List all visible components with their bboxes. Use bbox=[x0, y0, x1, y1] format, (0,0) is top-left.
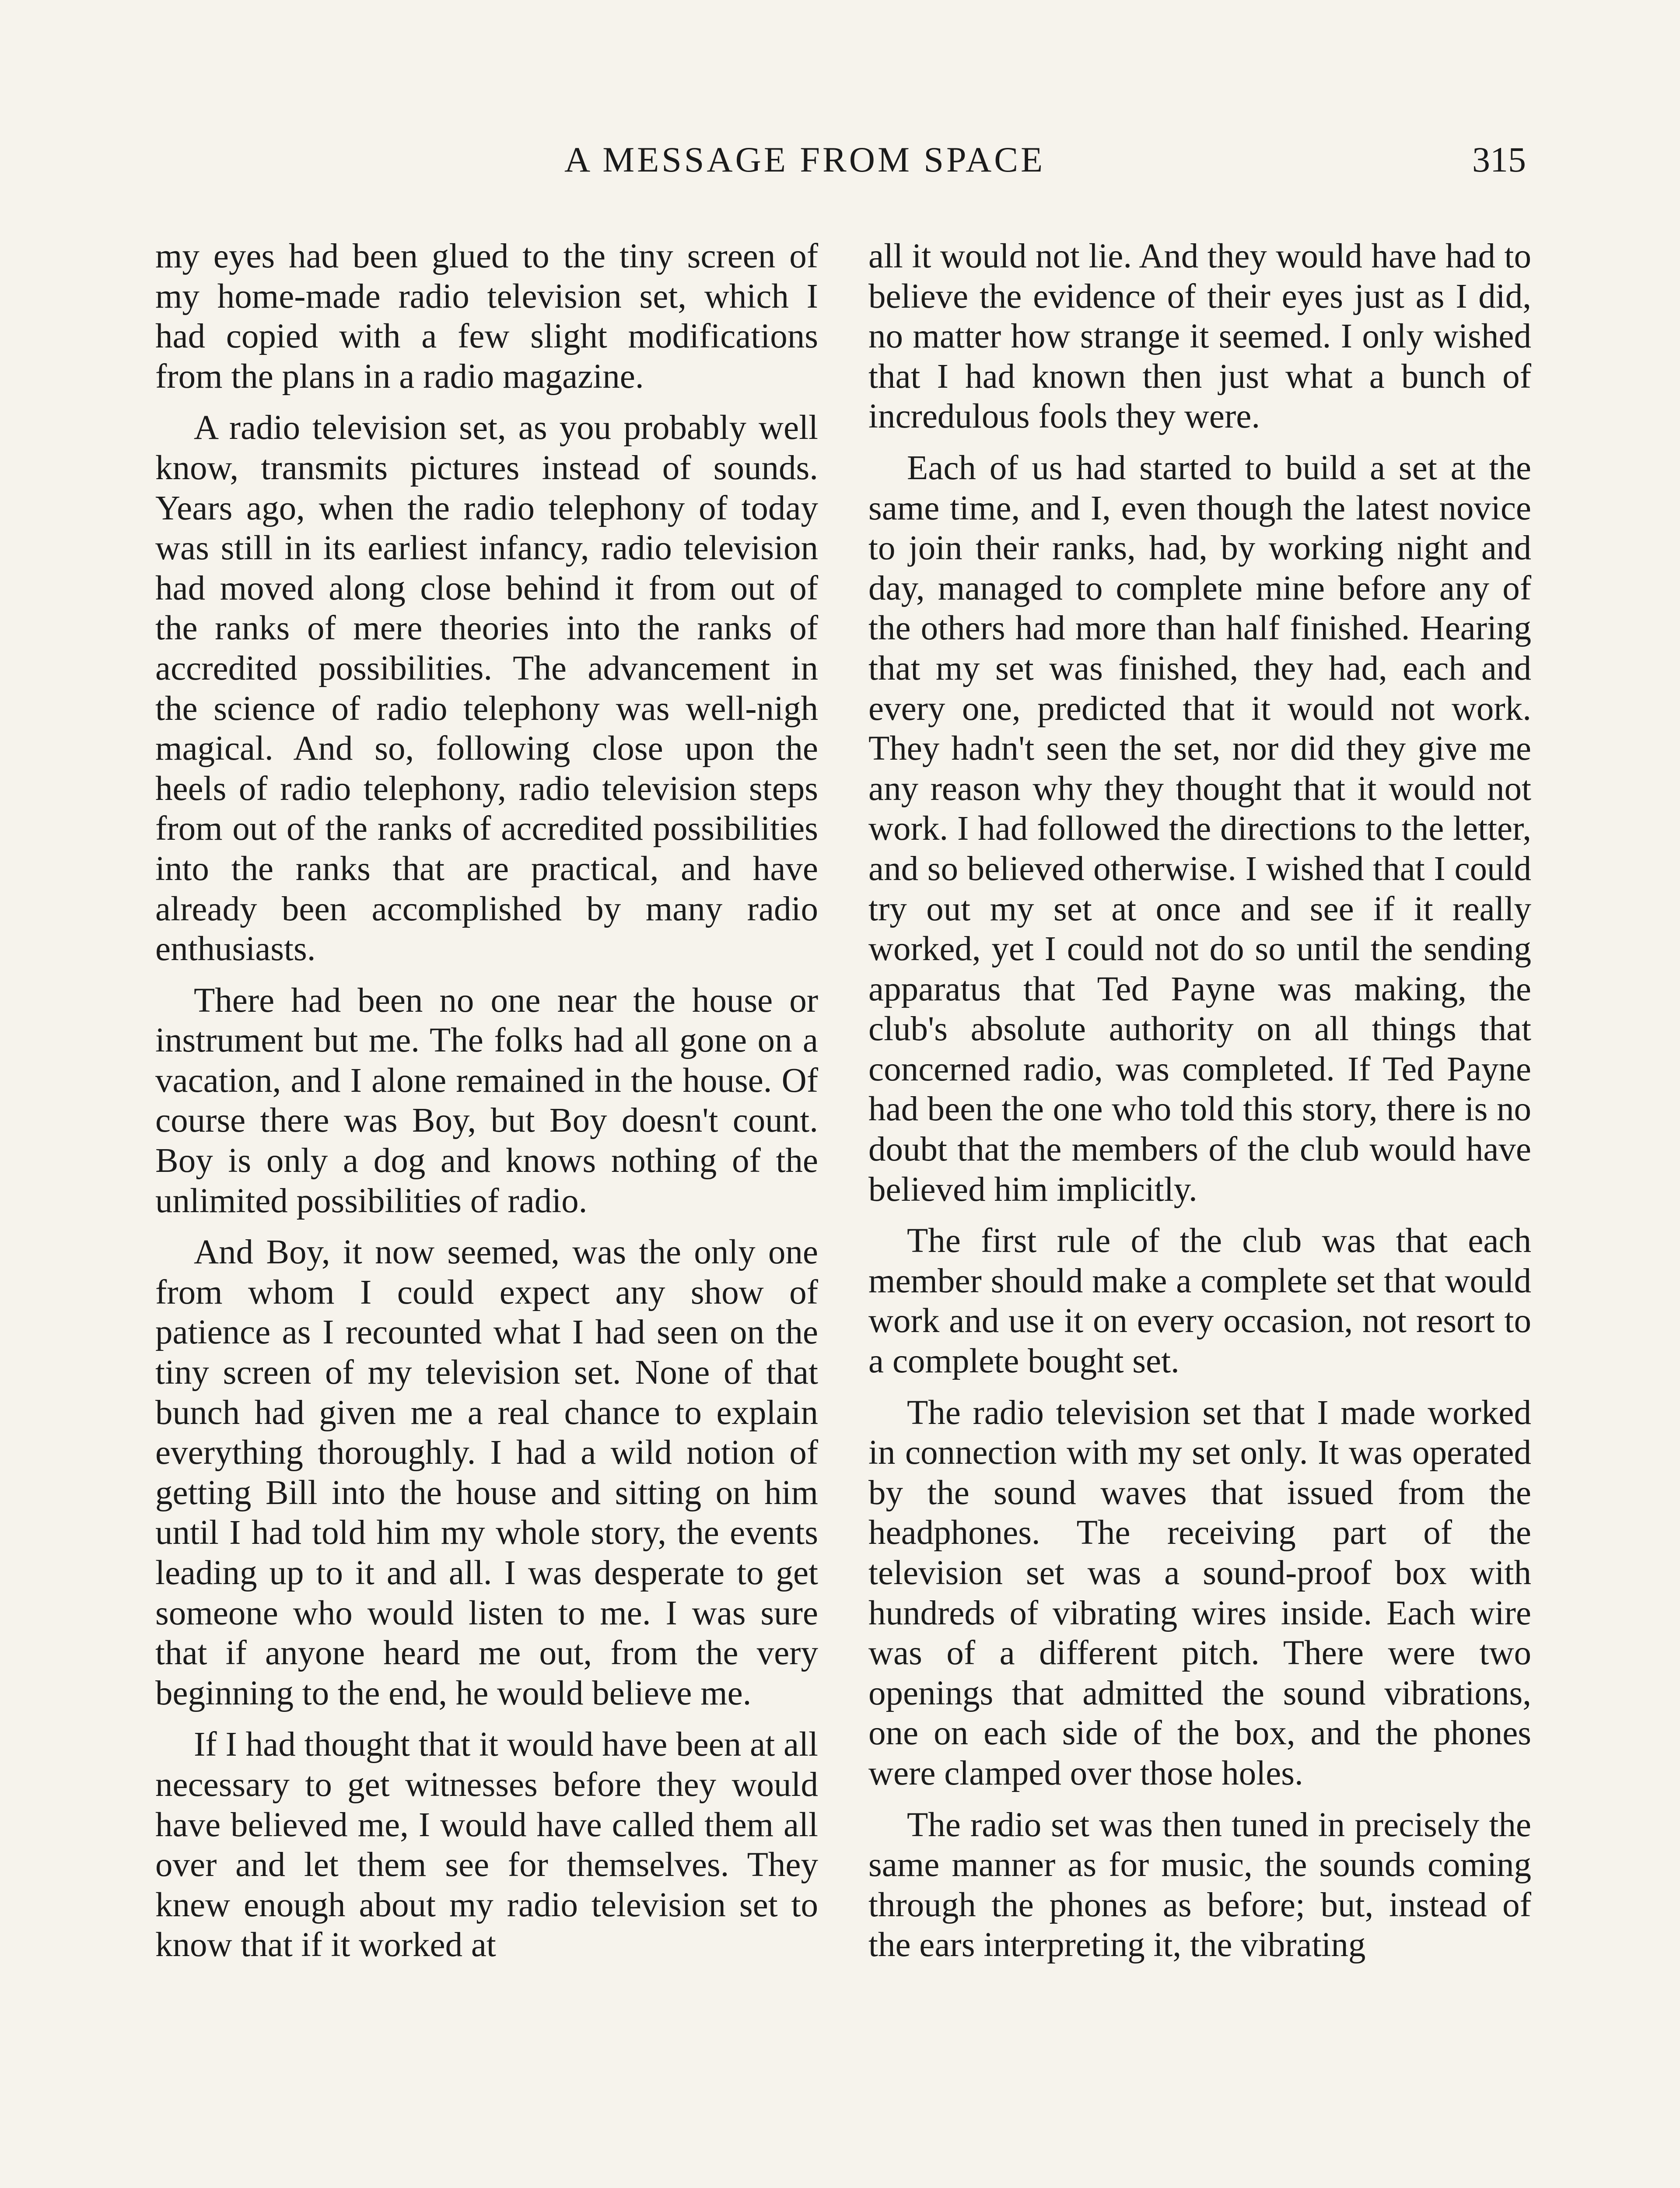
paragraph: Each of us had started to build a set at the same time, and I, even though the latest novice to join their ranks, had, by working night and day, managed to complete mine before any of the others had more than half finished. Hearing that my set was finished, they had, each and every one, predicted that it would not work. They hadn't seen the set, nor did they give me any reason why they thought that it would not work. I had followed the directions to the letter, and so believed otherwise. I wished that I could try out my set at once and see if it really worked, yet I could not do so until the sending apparatus that Ted Payne was making, the club's absolute authority on all things that concerned radio, was completed. If Ted Payne had been the one who told this story, there is no doubt that the members of the club would have believed him implicitly. bbox=[868, 449, 1531, 1209]
left-text-column bbox=[155, 236, 818, 1977]
paragraph: The radio set was then tuned in precisely the same manner as for music, the sounds coming through the phones as before; but, instead of the ears interpreting it, the vibrating bbox=[868, 1806, 1531, 1964]
paragraph: The radio television set that I made worked in connection with my set only. It was operated by the sound waves that issued from the headphones. The receiving part of the television set was a sound-proof box with hundreds of vibrating wires inside. Each wire was of a different pitch. There were two openings that admitted the sound vibrations, one on each side of the box, and the phones were clamped over those holes. bbox=[868, 1393, 1531, 1792]
running-title: A MESSAGE FROM SPACE bbox=[564, 140, 1046, 179]
paragraph: my eyes had been glued to the tiny screen of my home-made radio television set, which I had copied with a few slight modifications from the plans in a radio magazine. bbox=[155, 237, 818, 396]
paragraph: And Boy, it now seemed, was the only one from whom I could expect any show of patience as I recounted what I had seen on the tiny screen of my television set. None of that bunch had given me a real chance to explain everything thoroughly. I had a wild notion of getting Bill into the house and sitting on him until I had told him my whole story, the events leading up to it and all. I was desperate to get someone who would listen to me. I was sure that if anyone heard me out, from the very beginning to the end, he would believe me. bbox=[155, 1233, 818, 1712]
paragraph: The first rule of the club was that each member should make a complete set that would work and use it on every occasion, not resort to a complete bought set. bbox=[868, 1222, 1531, 1381]
page-number: 315 bbox=[1472, 140, 1526, 179]
paragraph: A radio television set, as you probably well know, transmits pictures instead of sounds. Years ago, when the radio telephony of today was still in its earliest infancy, radio television had moved along close behind it from out of the ranks of mere theories into the ranks of accredited possibilities. The advancement in the science of radio telephony was well-nigh magical. And so, following close upon the heels of radio telephony, radio television steps from out of the ranks of accredited possibilities into the ranks that are practical, and have already been accomplished by many radio enthusiasts. bbox=[155, 409, 818, 968]
paragraph: If I had thought that it would have been at all necessary to get witnesses before they would have believed me, I would have called them all over and let them see for themselves. They knew enough about my radio television set to know that if it worked at bbox=[155, 1725, 818, 1964]
right-text-column bbox=[868, 236, 1531, 1977]
paragraph: There had been no one near the house or instrument but me. The folks had all gone on a vacation, and I alone remained in the house. Of course there was Boy, but Boy doesn't count. Boy is only a dog and knows nothing of the unlimited possibilities of radio. bbox=[155, 981, 818, 1220]
paragraph: all it would not lie. And they would have had to believe the evidence of their eyes just as I did, no matter how strange it seemed. I only wished that I had known then just what a bunch of incredulous fools they were. bbox=[868, 237, 1531, 436]
